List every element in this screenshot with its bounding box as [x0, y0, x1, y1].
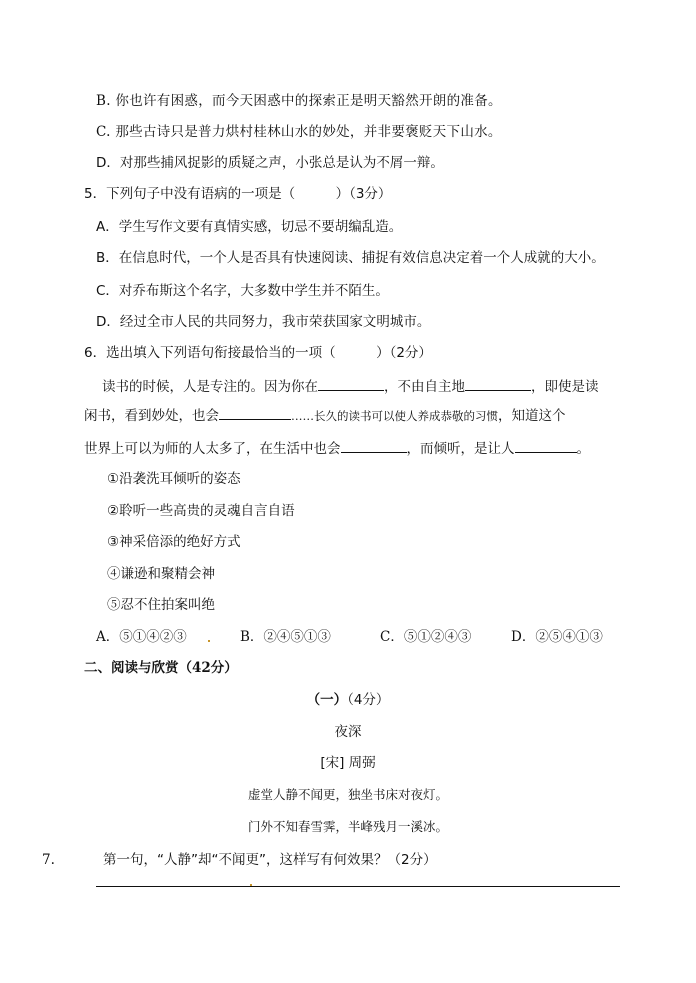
poem-author: [宋] 周弼: [320, 755, 376, 771]
q4-option-c: C. 那些古诗只是普力烘村桂林山水的妙处，并非要褒贬天下山水。: [96, 124, 502, 140]
passage-text: ，不由自主地: [384, 379, 465, 395]
q6-item-3: ③神采倍添的绝好方式: [107, 534, 241, 550]
q6-choice-d: D．②⑤④①③: [511, 629, 603, 645]
q6-passage-line-3: [84, 439, 590, 458]
q6-passage-line-2: [84, 406, 566, 425]
passage-text: 读书的时候，人是专注的。因为你在: [102, 379, 318, 395]
q6-item-5: ⑤忍不住拍案叫绝: [107, 597, 215, 613]
q6-choice-a: A．⑤①④②③: [96, 629, 187, 645]
fill-blank-2[interactable]: [465, 377, 531, 391]
q6-choice-b: B．②④⑤①③: [240, 629, 331, 645]
marker-dot: [208, 640, 210, 642]
passage-text: 。: [576, 441, 590, 457]
passage-text: ，知道这个: [498, 408, 566, 424]
part-heading: [0, 691, 696, 709]
fill-blank-4[interactable]: [341, 439, 407, 453]
passage-text: ，即使是读: [531, 379, 599, 395]
passage-text: 闲书，看到妙处，也会: [84, 408, 219, 424]
q6-choice-c: C．⑤①②④③: [380, 629, 472, 645]
q7-text: 第一句，“人静”却“不闻更”，这样写有何效果？（2分）: [103, 852, 437, 868]
q5-option-b: B．在信息时代，一个人是否具有快速阅读、捕捉有效信息决定着一个人成就的大小。: [96, 250, 605, 266]
q5-stem: 5．下列句子中没有语病的一项是（ ）（3分）: [84, 186, 392, 202]
fill-blank-5[interactable]: [515, 439, 577, 453]
q5-option-a: A．学生写作文要有真情实感，切忌不要胡编乱造。: [96, 219, 403, 235]
passage-text: 世界上可以为师的人太多了，在生活中也会: [84, 441, 341, 457]
fill-blank-3[interactable]: [219, 406, 291, 420]
q6-item-1: ①沿袭洗耳倾听的姿态: [107, 471, 241, 487]
fill-blank-1[interactable]: [318, 377, 384, 391]
q6-item-2: ②聆听一些高贵的灵魂自言自语: [107, 503, 295, 519]
q4-option-d: D．对那些捕风捉影的质疑之声，小张总是认为不屑一辩。: [96, 155, 444, 171]
passage-text: ……长久的读书可以使人养成恭敬的习惯: [291, 409, 498, 423]
passage-text: ，而倾听，是让人: [406, 441, 515, 457]
poem-line-2: 门外不知春雪霁，半峰残月一溪冰。: [247, 819, 448, 834]
part-score: （4分）: [347, 692, 390, 708]
part-label: （一）: [306, 692, 348, 708]
answer-line[interactable]: [96, 886, 620, 887]
q6-stem: 6．选出填入下列语句衔接最恰当的一项（ ）（2分）: [84, 345, 432, 361]
q4-option-b: B. 你也许有困惑，而今天困惑中的探索正是明天豁然开朗的准备。: [96, 93, 502, 109]
q5-option-d: D．经过全市人民的共同努力，我市荣获国家文明城市。: [96, 314, 431, 330]
poem-title: 夜深: [334, 724, 362, 740]
poem-line-1: 虚堂人静不闻更，独坐书床对夜灯。: [247, 787, 448, 802]
section-heading: 二、阅读与欣赏（42分）: [84, 660, 238, 676]
q6-item-4: ④谦逊和聚精会神: [107, 566, 215, 582]
q7-number: 7.: [42, 852, 55, 868]
q6-passage-line-1: [102, 377, 599, 396]
q5-option-c: C．对乔布斯这个名字，大多数中学生并不陌生。: [96, 283, 389, 299]
